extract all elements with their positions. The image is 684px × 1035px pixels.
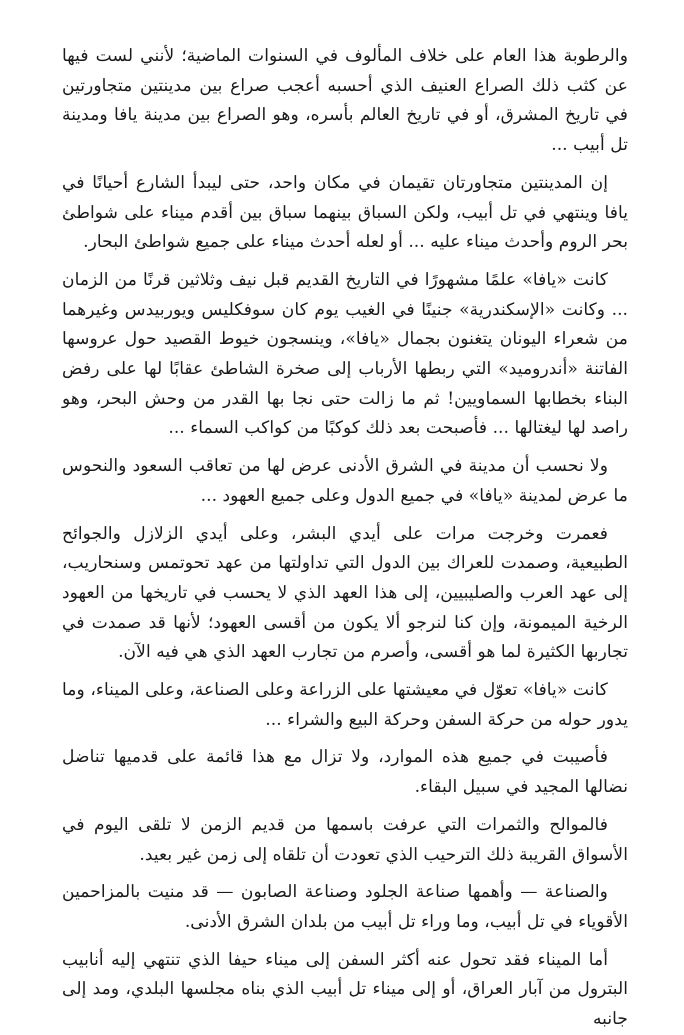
- paragraph-5-text: فعمرت وخرجت مرات على أيدي البشر، وعلى أيدي الزلازل والجوائح الطبيعية، وصمدت للعراك بين الدول التي تداولتها من عهد تحوتمس وسنحاريب، إلى عهد العرب والصليبيين، إلى هذا العهد الذي لا يحسب في تاريخها من العهود الرخية الميمونة، وإن كنا لنرجو ألا يكون من أقسى العهود؛ لأنها قد صمدت في تجاربها الكثيرة لما هو أقسى، وأصرم من تجارب العهد الذي هي فيه الآن.: [62, 523, 628, 663]
- paragraph-3: [62, 266, 628, 444]
- paragraph-6: [62, 676, 628, 735]
- paragraph-6-text: كانت «يافا» تعوّل في معيشتها على الزراعة وعلى الصناعة، وعلى الميناء، وما يدور حوله من حركة السفن وحركة البيع والشراء ...: [62, 680, 628, 730]
- paragraph-7-text: فأصيبت في جميع هذه الموارد، ولا تزال مع هذا قائمة على قدميها تناضل نضالها المجيد في سبيل البقاء.: [62, 747, 628, 798]
- paragraph-1: [62, 42, 628, 161]
- paragraph-4-text: ولا نحسب أن مدينة في الشرق الأدنى عرض لها من تعاقب السعود والنحوس ما عرض لمدينة «يافا» في جميع الدول وعلى جميع العهود ...: [62, 456, 628, 506]
- paragraph-2: [62, 169, 628, 258]
- paragraph-9-text: والصناعة — وأهمها صناعة الجلود وصناعة الصابون — قد منيت بالمزاحمين الأقوياء في تل أبيب، وما وراء تل أبيب من بلدان الشرق الأدنى.: [62, 882, 628, 932]
- paragraph-1-text: والرطوبة هذا العام على خلاف المألوف في السنوات الماضية؛ لأنني لست فيها عن كثب ذلك الصراع العنيف الذي أحسبه أعجب صراع بين مدينتين متجاورتين في تاريخ المشرق، أو في تاريخ العالم بأسره، وهو الصراع بين مدينة يافا ومدينة تل أبيب ...: [62, 46, 628, 156]
- paragraph-5: [62, 520, 628, 669]
- paragraph-4: [62, 452, 628, 511]
- paragraph-9: [62, 878, 628, 937]
- paragraph-8: [62, 811, 628, 870]
- paragraph-10-text: أما الميناء فقد تحول عنه أكثر السفن إلى ميناء حيفا الذي تنتهي إليه أنابيب البترول من آبار العراق، أو إلى ميناء تل أبيب الذي بناه مجلسها البلدي، ومد إلى جانبه: [62, 949, 628, 1030]
- paragraph-10: [62, 946, 628, 1035]
- paragraph-2-text: إن المدينتين متجاورتان تقيمان في مكان واحد، حتى ليبدأ الشارع أحيانًا في يافا وينتهي في تل أبيب، ولكن السباق بينهما سباق بين أقدم ميناء على شواطئ بحر الروم وأحدث ميناء عليه ... أو لعله أحدث ميناء على جميع شواطئ البحار.: [62, 172, 628, 253]
- paragraph-7: [62, 743, 628, 802]
- paragraph-8-text: فالموالح والثمرات التي عرفت باسمها من قديم الزمن لا تلقى اليوم في الأسواق القريبة ذلك الترحيب الذي تعودت أن تلقاه إلى زمن غير بعيد.: [62, 814, 628, 865]
- paragraph-3-text: كانت «يافا» علمًا مشهورًا في التاريخ القديم قبل نيف وثلاثين قرنًا من الزمان ... وكانت «الإسكندرية» جنينًا في الغيب يوم كان سوفكليس ويوربيدس وغيرهما من شعراء اليونان يتغنون بجمال «يافا»، وينسجون خيوط القصيد حول عروسها الفاتنة «أندروميد» التي ربطها الأرباب إلى صخرة الشاطئ عقابًا لها على رفض البناء بخطابها السماويين! ثم ما زالت حتى نجا بها القدر من وحش البحر، وهو راصد لها ليغتالها ... فأصبحت بعد ذلك كوكبًا من كواكب السماء ...: [62, 269, 628, 439]
